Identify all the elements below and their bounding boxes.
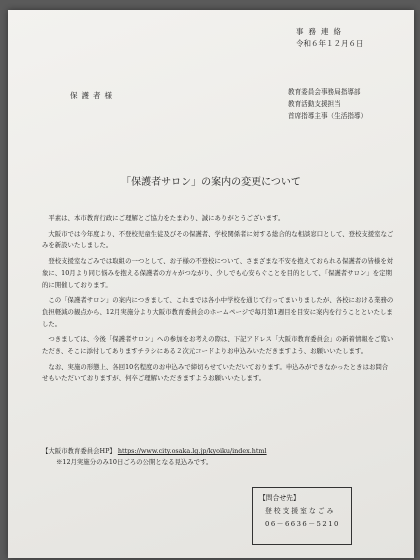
contact-phone: 06－6636－5210 [265,520,340,528]
schedule-note: ※12月実施分のみ10日ごろの公開となる見込みです。 [56,458,213,466]
sender-title: 首席指導主事（生活指導） [288,112,368,120]
website-label: 【大阪市教育委員会HP】 [42,447,116,455]
website-url-link[interactable]: https://www.city.osaka.lg.jp/kyoiku/index.html [117,447,267,455]
recipient: 保護者様 [70,91,116,100]
document-page [8,10,414,558]
document-type: 事務連絡 [296,27,346,36]
contact-heading: 【問合せ先】 [259,494,300,502]
body-paragraph-greeting: 平素は、本市教育行政にご理解とご協力をたまわり、誠にありがとうございます。 [48,214,285,222]
website-block [42,446,267,468]
document-title: 「保護者サロン」の案内の変更について [121,177,301,188]
sender-block [288,86,367,122]
sender-section: 教育活動支援担当 [288,100,341,108]
document-date: 令和６年１２月６日 [296,39,364,48]
contact-box [252,487,352,545]
sender-department: 教育委員会事務局指導部 [288,88,361,96]
body-paragraph-intro: 大阪市では今年度より、不登校児童生徒及びその保護者、学校関係者に対する総合的な相談窓口として、登校支援室なごみを新設いたしました。 [42,229,394,250]
contact-name: 登校支援室なごみ [265,507,336,515]
body-paragraph-request: つきましては、今後「保護者サロン」への参加をお考えの際は、下記アドレス「大阪市教育委員会」の新着情報をご覧いただき、そこに添付してありますチラシにある２次元コードよりお申込みいただきますよう、お願いいたします。 [42,335,394,356]
body-paragraph-salon: 登校支援室なごみでは取組の一つとして、お子様の不登校について、さまざまな不安を抱えておられる保護者の皆様を対象に、10月より同じ悩みを抱える保護者の方々がつながり、少しでも心安らぐことを目的として、「保護者サロン」を定期的に開催しております。 [42,257,394,289]
document-header [296,26,364,50]
body-paragraph-change: この「保護者サロン」の案内につきまして、これまでは各小中学校を通じて行ってまいりましたが、各校における業務の負担軽減の観点から、12月実施分より大阪市教育委員会のホームページで毎月第1週目を目安に案内を行うことといたしました。 [42,296,394,328]
body-paragraph-note: なお、実施の形態上、各回10名程度のお申込みで締切らせていただいております。申込みができなかったときはお問合せもいただいておりますが、何卒ご理解いただきますようお願いいたします。 [42,362,389,383]
document-body [42,213,394,389]
